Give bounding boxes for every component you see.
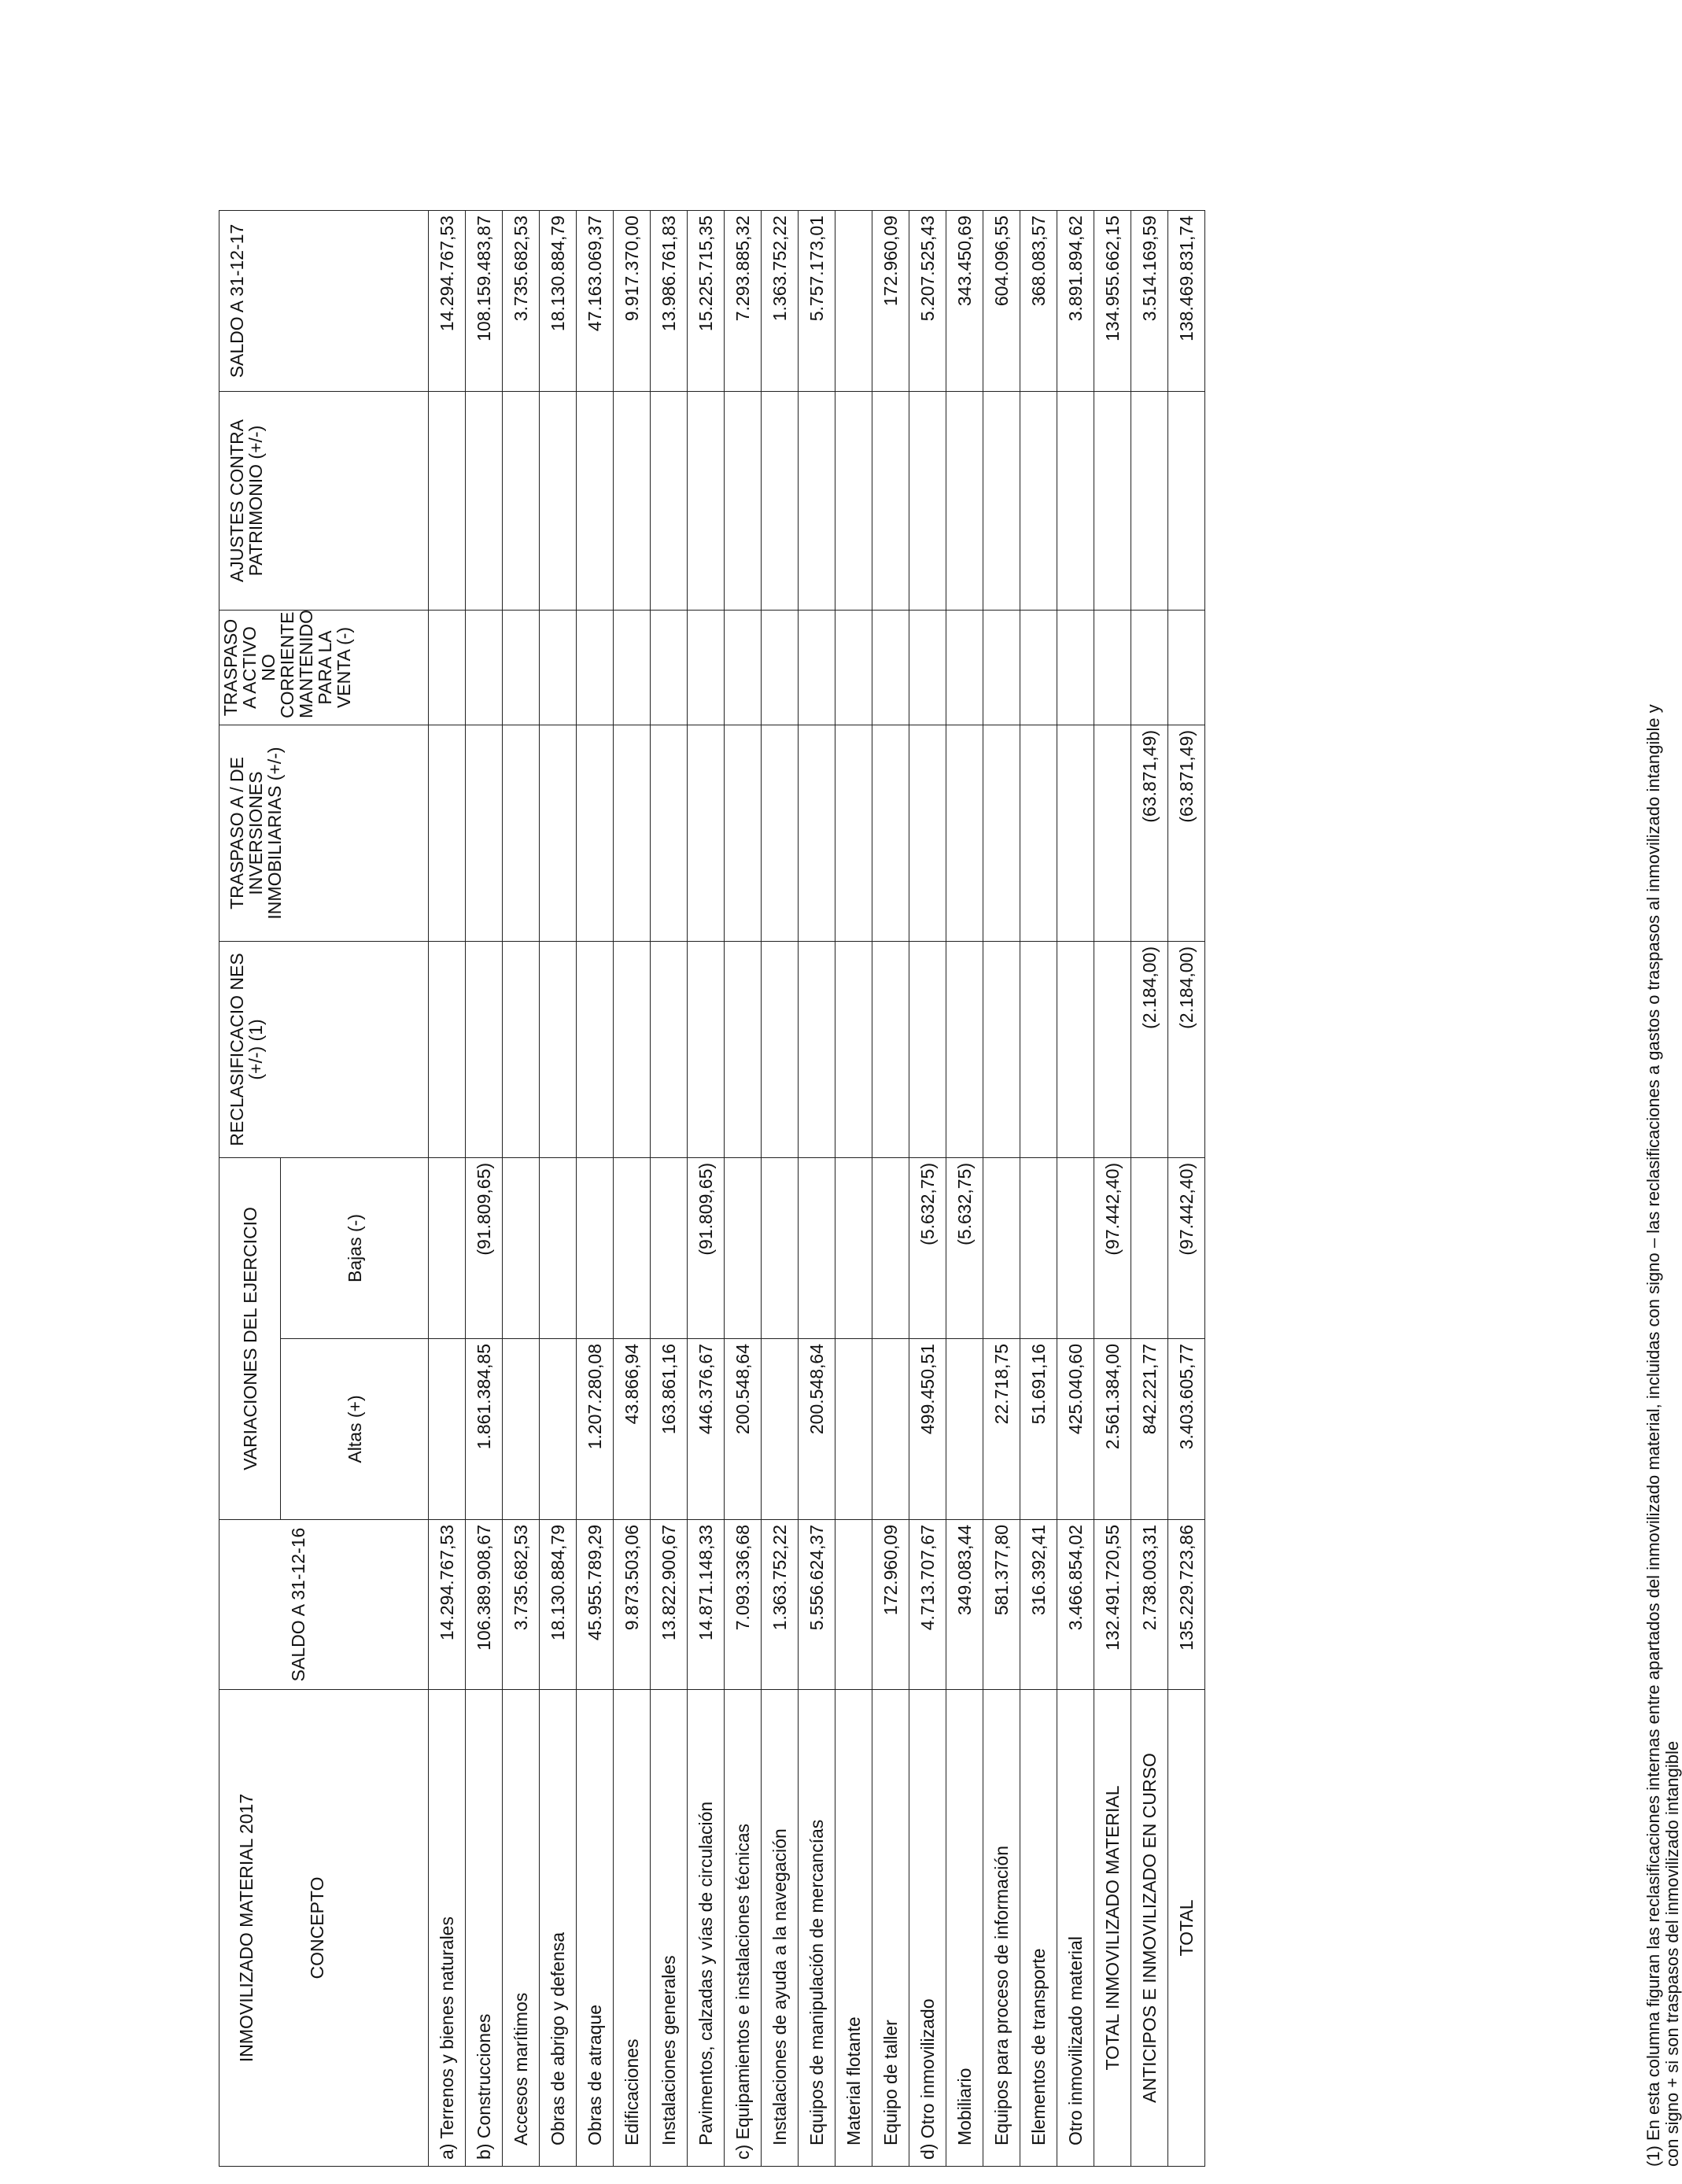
traspaso-inversiones-cell [872,725,909,941]
bajas-cell [651,1157,688,1338]
concepto-cell: Elementos de transporte [1020,1690,1057,2167]
bajas-cell [577,1157,614,1338]
saldo-inicial-cell: 1.363.752,22 [762,1520,799,1690]
ajustes-cell [835,391,872,610]
saldo-final-cell: 3.891.894,62 [1057,210,1094,391]
table-body [429,210,1205,2166]
saldo-inicial-cell: 581.377,80 [983,1520,1020,1690]
table-row [983,210,1020,2166]
saldo-inicial-cell: 132.491.720,55 [1094,1520,1131,1690]
altas-cell: 425.040,60 [1057,1339,1094,1520]
concepto-label: CONCEPTO [307,1876,327,1979]
concepto-cell: Material flotante [835,1690,872,2167]
ajustes-cell [1020,391,1057,610]
reclasificaciones-cell [1020,941,1057,1157]
altas-cell: 51.691,16 [1020,1339,1057,1520]
ajustes-cell [872,391,909,610]
traspaso-inversiones-cell [651,725,688,941]
table-row [799,210,835,2166]
reclasificaciones-header: RECLASIFICACIO NES (+/-) (1) [219,941,429,1157]
altas-cell: 446.376,67 [688,1339,725,1520]
bajas-cell [799,1157,835,1338]
concepto-cell: TOTAL INMOVILIZADO MATERIAL [1094,1690,1131,2167]
reclasificaciones-cell: (2.184,00) [1168,941,1205,1157]
saldo-final-cell: 18.130.884,79 [540,210,577,391]
traspaso-inversiones-cell [466,725,503,941]
ajustes-cell [762,391,799,610]
bajas-cell: (5.632,75) [909,1157,946,1338]
concepto-cell: ANTICIPOS E INMOVILIZADO EN CURSO [1131,1690,1168,2167]
traspaso-activo-cell [799,610,835,725]
ajustes-cell [503,391,540,610]
concepto-cell: Equipo de taller [872,1690,909,2167]
bajas-cell: (5.632,75) [946,1157,983,1338]
bajas-cell [872,1157,909,1338]
traspaso-inversiones-cell [503,725,540,941]
reclasificaciones-cell [540,941,577,1157]
traspaso-activo-cell [725,610,762,725]
saldo-final-header: SALDO A 31-12-17 [219,210,429,391]
reclasificaciones-cell [577,941,614,1157]
table-row [1094,210,1131,2166]
traspaso-activo-header: TRASPASO A ACTIVO NO CORRIENTE MANTENIDO PARA LA VENTA (-) [219,610,429,725]
traspaso-inversiones-cell [835,725,872,941]
saldo-final-cell: 1.363.752,22 [762,210,799,391]
concepto-cell: Pavimentos, calzadas y vías de circulación [688,1690,725,2167]
bajas-cell: (97.442,40) [1094,1157,1131,1338]
traspaso-activo-cell [1094,610,1131,725]
altas-cell [872,1339,909,1520]
table-row [946,210,983,2166]
ajustes-cell [909,391,946,610]
ajustes-cell [466,391,503,610]
concepto-cell: Instalaciones generales [651,1690,688,2167]
traspaso-activo-cell [1020,610,1057,725]
traspaso-inversiones-cell: (63.871,49) [1131,725,1168,941]
bajas-cell [1020,1157,1057,1338]
ajustes-header: AJUSTES CONTRA PATRIMONIO (+/-) [219,391,429,610]
bajas-cell: (91.809,65) [688,1157,725,1338]
saldo-inicial-cell: 3.735.682,53 [503,1520,540,1690]
concepto-cell: Instalaciones de ayuda a la navegación [762,1690,799,2167]
altas-cell: 842.221,77 [1131,1339,1168,1520]
traspaso-inversiones-cell [577,725,614,941]
altas-cell [429,1339,466,1520]
saldo-inicial-cell: 5.556.624,37 [799,1520,835,1690]
traspaso-activo-cell [577,610,614,725]
bajas-cell [614,1157,651,1338]
bajas-cell [1057,1157,1094,1338]
altas-cell: 3.403.605,77 [1168,1339,1205,1520]
altas-cell: 22.718,75 [983,1339,1020,1520]
saldo-final-cell: 14.294.767,53 [429,210,466,391]
reclasificaciones-cell [799,941,835,1157]
saldo-final-cell: 3.514.169,59 [1131,210,1168,391]
ajustes-cell [725,391,762,610]
ajustes-cell [614,391,651,610]
traspaso-activo-cell [614,610,651,725]
reclasificaciones-cell [614,941,651,1157]
table-row [466,210,503,2166]
bajas-cell: (97.442,40) [1168,1157,1205,1338]
saldo-inicial-cell: 14.871.148,33 [688,1520,725,1690]
concepto-cell: Obras de atraque [577,1690,614,2167]
concepto-cell: Mobiliario [946,1690,983,2167]
saldo-final-cell: 47.163.069,37 [577,210,614,391]
saldo-inicial-cell: 18.130.884,79 [540,1520,577,1690]
saldo-inicial-cell: 2.738.003,31 [1131,1520,1168,1690]
concepto-cell: Otro inmovilizado material [1057,1690,1094,2167]
saldo-final-cell: 368.083,57 [1020,210,1057,391]
saldo-inicial-cell: 316.392,41 [1020,1520,1057,1690]
saldo-final-cell: 138.469.831,74 [1168,210,1205,391]
inmovilizado-table [219,210,1205,2167]
reclasificaciones-cell [909,941,946,1157]
table-row [651,210,688,2166]
saldo-inicial-cell: 349.083,44 [946,1520,983,1690]
variaciones-header: VARIACIONES DEL EJERCICIO [219,1157,281,1519]
bajas-cell: (91.809,65) [466,1157,503,1338]
concepto-cell: Edificaciones [614,1690,651,2167]
table-row [429,210,466,2166]
reclasificaciones-cell [466,941,503,1157]
reclasificaciones-cell [688,941,725,1157]
reclasificaciones-cell [651,941,688,1157]
reclasificaciones-cell [872,941,909,1157]
traspaso-inversiones-cell [1094,725,1131,941]
table-row [762,210,799,2166]
altas-cell [540,1339,577,1520]
traspaso-inversiones-cell: (63.871,49) [1168,725,1205,941]
saldo-final-cell: 7.293.885,32 [725,210,762,391]
saldo-final-cell: 15.225.715,35 [688,210,725,391]
ajustes-cell [1057,391,1094,610]
footnote: (1) En esta columna figuran las reclasificaciones internas entre apartados del inmovilizado material, incluidas con signo – las reclasificaciones a gastos o traspasos al inmovilizado intangible y con signo + si son traspasos del inmovilizado intangible [1643,704,1682,2167]
saldo-final-cell: 604.096,55 [983,210,1020,391]
reclasificaciones-cell [503,941,540,1157]
traspaso-activo-cell [909,610,946,725]
traspaso-inversiones-cell [799,725,835,941]
altas-cell [835,1339,872,1520]
bajas-cell [762,1157,799,1338]
reclasificaciones-cell [725,941,762,1157]
table-row [1020,210,1057,2166]
concepto-cell: a) Terrenos y bienes naturales [429,1690,466,2167]
traspaso-activo-cell [651,610,688,725]
traspaso-activo-cell [540,610,577,725]
traspaso-activo-cell [688,610,725,725]
reclasificaciones-cell [835,941,872,1157]
altas-cell [503,1339,540,1520]
table-row [503,210,540,2166]
concepto-cell: c) Equipamientos e instalaciones técnicas [725,1690,762,2167]
saldo-final-cell: 172.960,09 [872,210,909,391]
altas-cell: 43.866,94 [614,1339,651,1520]
altas-cell: 1.207.280,08 [577,1339,614,1520]
bajas-cell [725,1157,762,1338]
reclasificaciones-cell: (2.184,00) [1131,941,1168,1157]
reclasificaciones-cell [1057,941,1094,1157]
saldo-final-cell: 5.757.173,01 [799,210,835,391]
saldo-inicial-cell: 9.873.503,06 [614,1520,651,1690]
reclasificaciones-cell [1094,941,1131,1157]
saldo-final-cell: 343.450,69 [946,210,983,391]
traspaso-activo-cell [872,610,909,725]
traspaso-inversiones-cell [909,725,946,941]
altas-cell: 163.861,16 [651,1339,688,1520]
altas-cell: 1.861.384,85 [466,1339,503,1520]
altas-cell: 2.561.384,00 [1094,1339,1131,1520]
saldo-inicial-header: SALDO A 31-12-16 [219,1520,429,1690]
saldo-final-cell: 9.917.370,00 [614,210,651,391]
reclasificaciones-cell [946,941,983,1157]
table-row [540,210,577,2166]
table-row [1131,210,1168,2166]
altas-cell: 200.548,64 [799,1339,835,1520]
saldo-inicial-cell: 106.389.908,67 [466,1520,503,1690]
saldo-final-cell: 3.735.682,53 [503,210,540,391]
reclasificaciones-cell [762,941,799,1157]
altas-cell [762,1339,799,1520]
ajustes-cell [1131,391,1168,610]
traspaso-inversiones-header: TRASPASO A / DE INVERSIONES INMOBILIARIAS (+/-) [219,725,429,941]
traspaso-inversiones-cell [983,725,1020,941]
traspaso-inversiones-cell [429,725,466,941]
traspaso-activo-cell [503,610,540,725]
bajas-cell [429,1157,466,1338]
table-row [688,210,725,2166]
table-title: INMOVILIZADO MATERIAL 2017 [236,1793,256,2063]
concepto-header [219,1690,429,2167]
altas-cell [946,1339,983,1520]
saldo-inicial-cell: 172.960,09 [872,1520,909,1690]
saldo-inicial-cell: 135.229.723,86 [1168,1520,1205,1690]
saldo-final-cell: 13.986.761,83 [651,210,688,391]
table-row [1057,210,1094,2166]
saldo-inicial-cell: 3.466.854,02 [1057,1520,1094,1690]
traspaso-activo-cell [1131,610,1168,725]
traspaso-inversiones-cell [946,725,983,941]
traspaso-activo-cell [466,610,503,725]
saldo-inicial-cell: 4.713.707,67 [909,1520,946,1690]
bajas-cell [983,1157,1020,1338]
ajustes-cell [577,391,614,610]
saldo-inicial-cell [835,1520,872,1690]
ajustes-cell [688,391,725,610]
ajustes-cell [540,391,577,610]
ajustes-cell [983,391,1020,610]
saldo-inicial-cell: 45.955.789,29 [577,1520,614,1690]
bajas-cell [835,1157,872,1338]
traspaso-activo-cell [1057,610,1094,725]
bajas-cell [540,1157,577,1338]
concepto-cell: Obras de abrigo y defensa [540,1690,577,2167]
traspaso-activo-cell [1168,610,1205,725]
bajas-header: Bajas (-) [281,1157,429,1338]
saldo-inicial-cell: 14.294.767,53 [429,1520,466,1690]
saldo-inicial-cell: 13.822.900,67 [651,1520,688,1690]
concepto-cell: Equipos de manipulación de mercancías [799,1690,835,2167]
traspaso-inversiones-cell [1057,725,1094,941]
bajas-cell [1131,1157,1168,1338]
bajas-cell [503,1157,540,1338]
concepto-cell: TOTAL [1168,1690,1205,2167]
ajustes-cell [946,391,983,610]
concepto-cell: b) Construcciones [466,1690,503,2167]
table-row [725,210,762,2166]
traspaso-activo-cell [983,610,1020,725]
ajustes-cell [651,391,688,610]
altas-cell: 499.450,51 [909,1339,946,1520]
reclasificaciones-cell [429,941,466,1157]
reclasificaciones-cell [983,941,1020,1157]
traspaso-inversiones-cell [540,725,577,941]
table-row [835,210,872,2166]
table-row [614,210,651,2166]
table-row [577,210,614,2166]
saldo-final-cell: 5.207.525,43 [909,210,946,391]
traspaso-activo-cell [762,610,799,725]
table-row [872,210,909,2166]
saldo-final-cell: 134.955.662,15 [1094,210,1131,391]
traspaso-activo-cell [429,610,466,725]
saldo-final-cell [835,210,872,391]
traspaso-activo-cell [946,610,983,725]
traspaso-activo-cell [835,610,872,725]
traspaso-inversiones-cell [614,725,651,941]
table-row [1168,210,1205,2166]
concepto-cell: Accesos marítimos [503,1690,540,2167]
traspaso-inversiones-cell [688,725,725,941]
ajustes-cell [429,391,466,610]
concepto-cell: Equipos para proceso de información [983,1690,1020,2167]
traspaso-inversiones-cell [762,725,799,941]
ajustes-cell [1094,391,1131,610]
table-row [909,210,946,2166]
altas-header: Altas (+) [281,1339,429,1520]
traspaso-inversiones-cell [725,725,762,941]
saldo-final-cell: 108.159.483,87 [466,210,503,391]
saldo-inicial-cell: 7.093.336,68 [725,1520,762,1690]
traspaso-inversiones-cell [1020,725,1057,941]
concepto-cell: d) Otro inmovilizado [909,1690,946,2167]
ajustes-cell [799,391,835,610]
ajustes-cell [1168,391,1205,610]
altas-cell: 200.548,64 [725,1339,762,1520]
